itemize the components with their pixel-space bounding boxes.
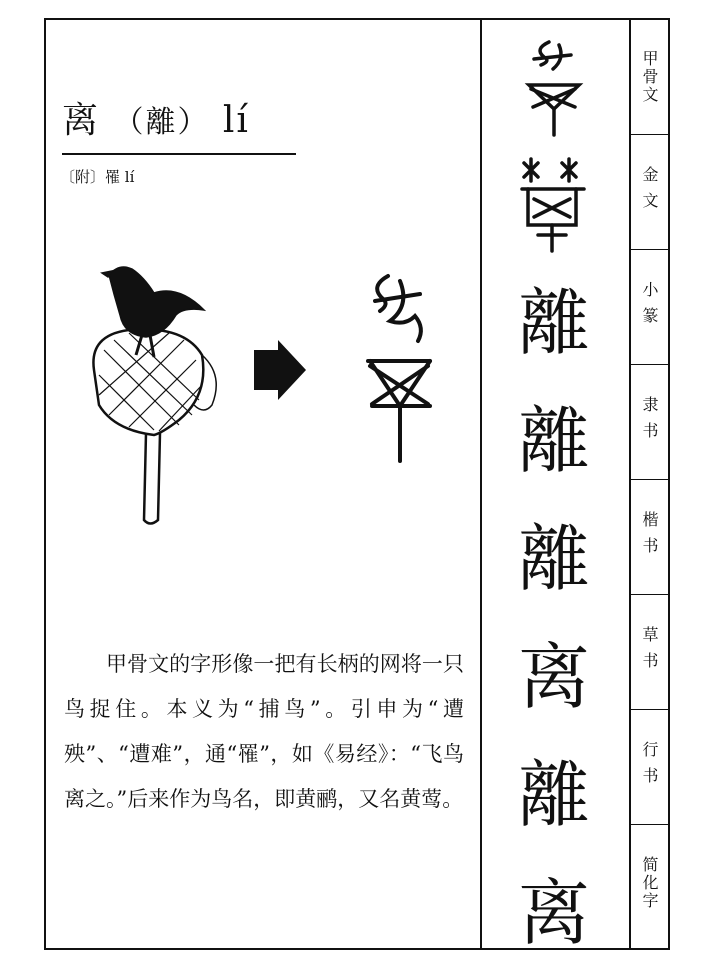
glyph-clerical: 離 bbox=[517, 399, 590, 483]
description-text: 甲骨文的字形像一把有长柄的网将一只鸟捉住。本义为“捕鸟”。引申为“遭殃”、“遭难”，通“罹”，如《易经》：“飞鸟离之。”后来作为鸟名，即黄鹂，又名黄莺。 bbox=[64, 652, 464, 811]
label-cursive bbox=[629, 595, 670, 710]
label-small-seal bbox=[629, 250, 670, 365]
label-text: 草书 bbox=[640, 626, 659, 678]
script-forms-column bbox=[482, 28, 626, 972]
appendix-note: 〔附〕罹 lí bbox=[60, 168, 135, 186]
arrow-icon bbox=[254, 340, 306, 400]
label-oracle-bone bbox=[629, 20, 670, 135]
label-text: 简化字 bbox=[640, 855, 659, 910]
label-bronze bbox=[629, 135, 670, 250]
label-running bbox=[629, 710, 670, 825]
label-text: 楷书 bbox=[640, 511, 659, 563]
glyph-cursive: 离 bbox=[517, 635, 590, 719]
bird-net-illustration bbox=[84, 255, 234, 535]
headword: 离 bbox=[62, 100, 101, 141]
label-clerical bbox=[629, 365, 670, 480]
label-regular bbox=[629, 480, 670, 595]
script-labels-column bbox=[629, 20, 670, 940]
title-rule bbox=[62, 153, 296, 155]
label-simplified bbox=[629, 825, 670, 940]
label-text: 甲骨文 bbox=[640, 50, 659, 104]
entry-title bbox=[62, 92, 250, 143]
pinyin: lí bbox=[222, 100, 250, 141]
glyph-simplified: 离 bbox=[517, 871, 590, 955]
glyph-regular: 離 bbox=[517, 517, 590, 601]
glyph-bronze bbox=[482, 146, 626, 264]
glyph-running: 離 bbox=[517, 753, 590, 837]
label-text: 金文 bbox=[640, 166, 659, 218]
label-text: 隶书 bbox=[640, 396, 659, 448]
oracle-bone-small-glyph bbox=[519, 37, 589, 137]
traditional-form: （離） bbox=[113, 105, 210, 140]
bronze-inscription-glyph bbox=[514, 155, 594, 255]
glyph-oracle-bone bbox=[482, 28, 626, 146]
label-text: 行书 bbox=[640, 741, 659, 793]
label-text: 小篆 bbox=[640, 281, 659, 333]
oracle-bone-glyph bbox=[360, 266, 440, 466]
glyph-small-seal: 離 bbox=[517, 281, 590, 365]
description bbox=[64, 642, 464, 822]
